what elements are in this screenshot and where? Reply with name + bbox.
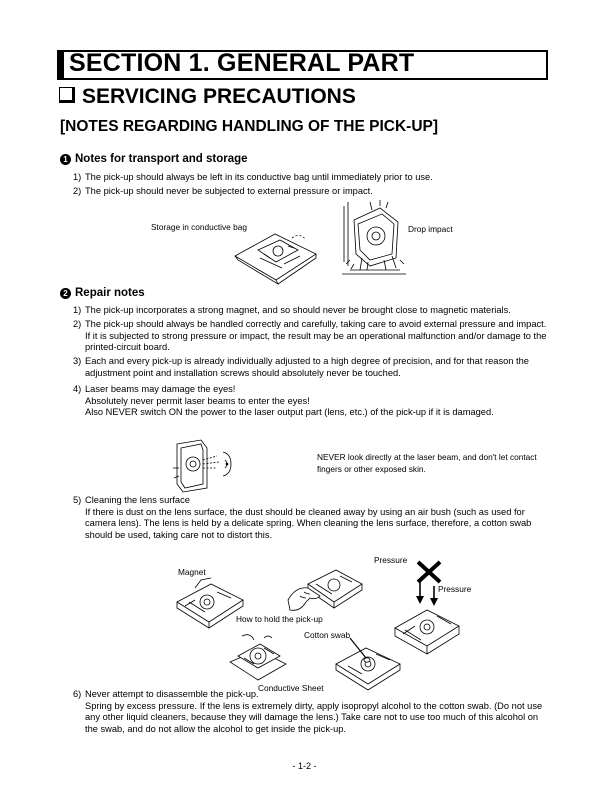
item-number: 3): [73, 356, 82, 366]
section-title: SECTION 1. GENERAL PART: [69, 49, 415, 77]
item-text: The pick-up should always be left in its conductive bag until immediately prior to use.: [85, 172, 433, 182]
caption-drop: Drop impact: [408, 224, 453, 234]
laser-warning: NEVER look directly at the laser beam, and don't let contact fingers or other exposed skin.: [317, 452, 537, 474]
item-number: 1): [73, 172, 82, 182]
heading: [59, 85, 356, 109]
repair-heading: [60, 287, 145, 299]
no-pressure-illustration: [412, 556, 446, 606]
checkbox-square-icon: [59, 87, 75, 103]
laser-eye-illustration: [173, 438, 239, 492]
item-number: 5): [73, 495, 82, 505]
repair-item-5: [73, 495, 553, 541]
item-number: 1): [73, 305, 82, 315]
item-text: Cleaning the lens surface: [85, 495, 190, 505]
item-text: The pick-up should always be handled correctly and carefully, taking care to avoid external pressure and impact. If it is subjected to strong pressure or impact, the result may be an operational malfunction and/or damage to the printed-circuit board.: [85, 319, 547, 353]
item-number: 2): [73, 186, 82, 196]
caption-hold: How to hold the pick-up: [236, 614, 323, 624]
caption-storage: Storage in conductive bag: [151, 222, 247, 232]
item-number: 6): [73, 689, 82, 699]
item-text: Absolutely never permit laser beams to enter the eyes!: [85, 395, 310, 406]
caption-conductive-sheet: Conductive Sheet: [258, 683, 324, 693]
magnet-pickup-illustration: [175, 578, 245, 628]
hold-pickup-illustration: [286, 566, 364, 616]
caption-pressure-top: Pressure: [374, 555, 408, 565]
transport-heading: [60, 153, 248, 165]
item-text: The pick-up incorporates a strong magnet, and so should never be brought close to magnetic materials.: [85, 305, 511, 315]
caption-cotton-swab: Cotton swab: [304, 630, 351, 640]
drop-impact-illustration: [340, 200, 408, 276]
item-text: Each and every pick-up is already individually adjusted to a high degree of precision, and for that reason the adjustment point and installation screws should absolutely never be touched.: [85, 356, 529, 378]
repair-item-3: [73, 356, 553, 379]
item-text: Also NEVER switch ON the power to the laser output part (lens, etc.) of the pick-up if it is damaged.: [85, 407, 494, 418]
transport-item-1: [73, 172, 553, 184]
repair-item-1: [73, 305, 553, 317]
transport-item-2: [73, 186, 553, 198]
subheading: [NOTES REGARDING HANDLING OF THE PICK-UP]: [60, 118, 439, 135]
caption-magnet: Magnet: [178, 567, 206, 577]
repair-item-4: [73, 384, 553, 419]
item-text: Spring by excess pressure. If the lens is extremely dirty, apply isopropyl alcohol to the cotton swab. (Do not use any other liquid cleaners, because they will damage the lens.) Take care not to use too much of this alcohol on the swab, and do not allow the alcohol to get inside the pick-up.: [85, 700, 543, 734]
item-text: The pick-up should never be subjected to external pressure or impact.: [85, 186, 373, 196]
repair-item-2: [73, 319, 553, 354]
repair-item-6: [73, 689, 553, 735]
repair-title: Repair notes: [75, 287, 145, 299]
number-one-icon: 1: [60, 154, 71, 165]
number-two-icon: 2: [60, 288, 71, 299]
conductive-bag-illustration: [230, 228, 320, 284]
page-number: - 1-2 -: [292, 761, 317, 771]
item-text: Laser beams may damage the eyes!: [85, 384, 236, 394]
caption-pressure-side: Pressure: [438, 584, 472, 594]
conductive-sheet-illustration: [228, 636, 288, 684]
cotton-swab-illustration: [330, 634, 404, 686]
item-number: 2): [73, 319, 82, 329]
item-text: If there is dust on the lens surface, the dust should be cleaned away by using an air bush (such as used for camera lens). The lens is held by a delicate spring. When cleaning the lens surface, therefore, a cotton swab should be used, taking care not to distort this.: [85, 506, 532, 540]
item-text: Never attempt to disassemble the pick-up.: [85, 689, 259, 699]
heading-text: SERVICING PRECAUTIONS: [82, 85, 356, 108]
transport-title: Notes for transport and storage: [75, 153, 248, 165]
item-number: 4): [73, 384, 82, 394]
